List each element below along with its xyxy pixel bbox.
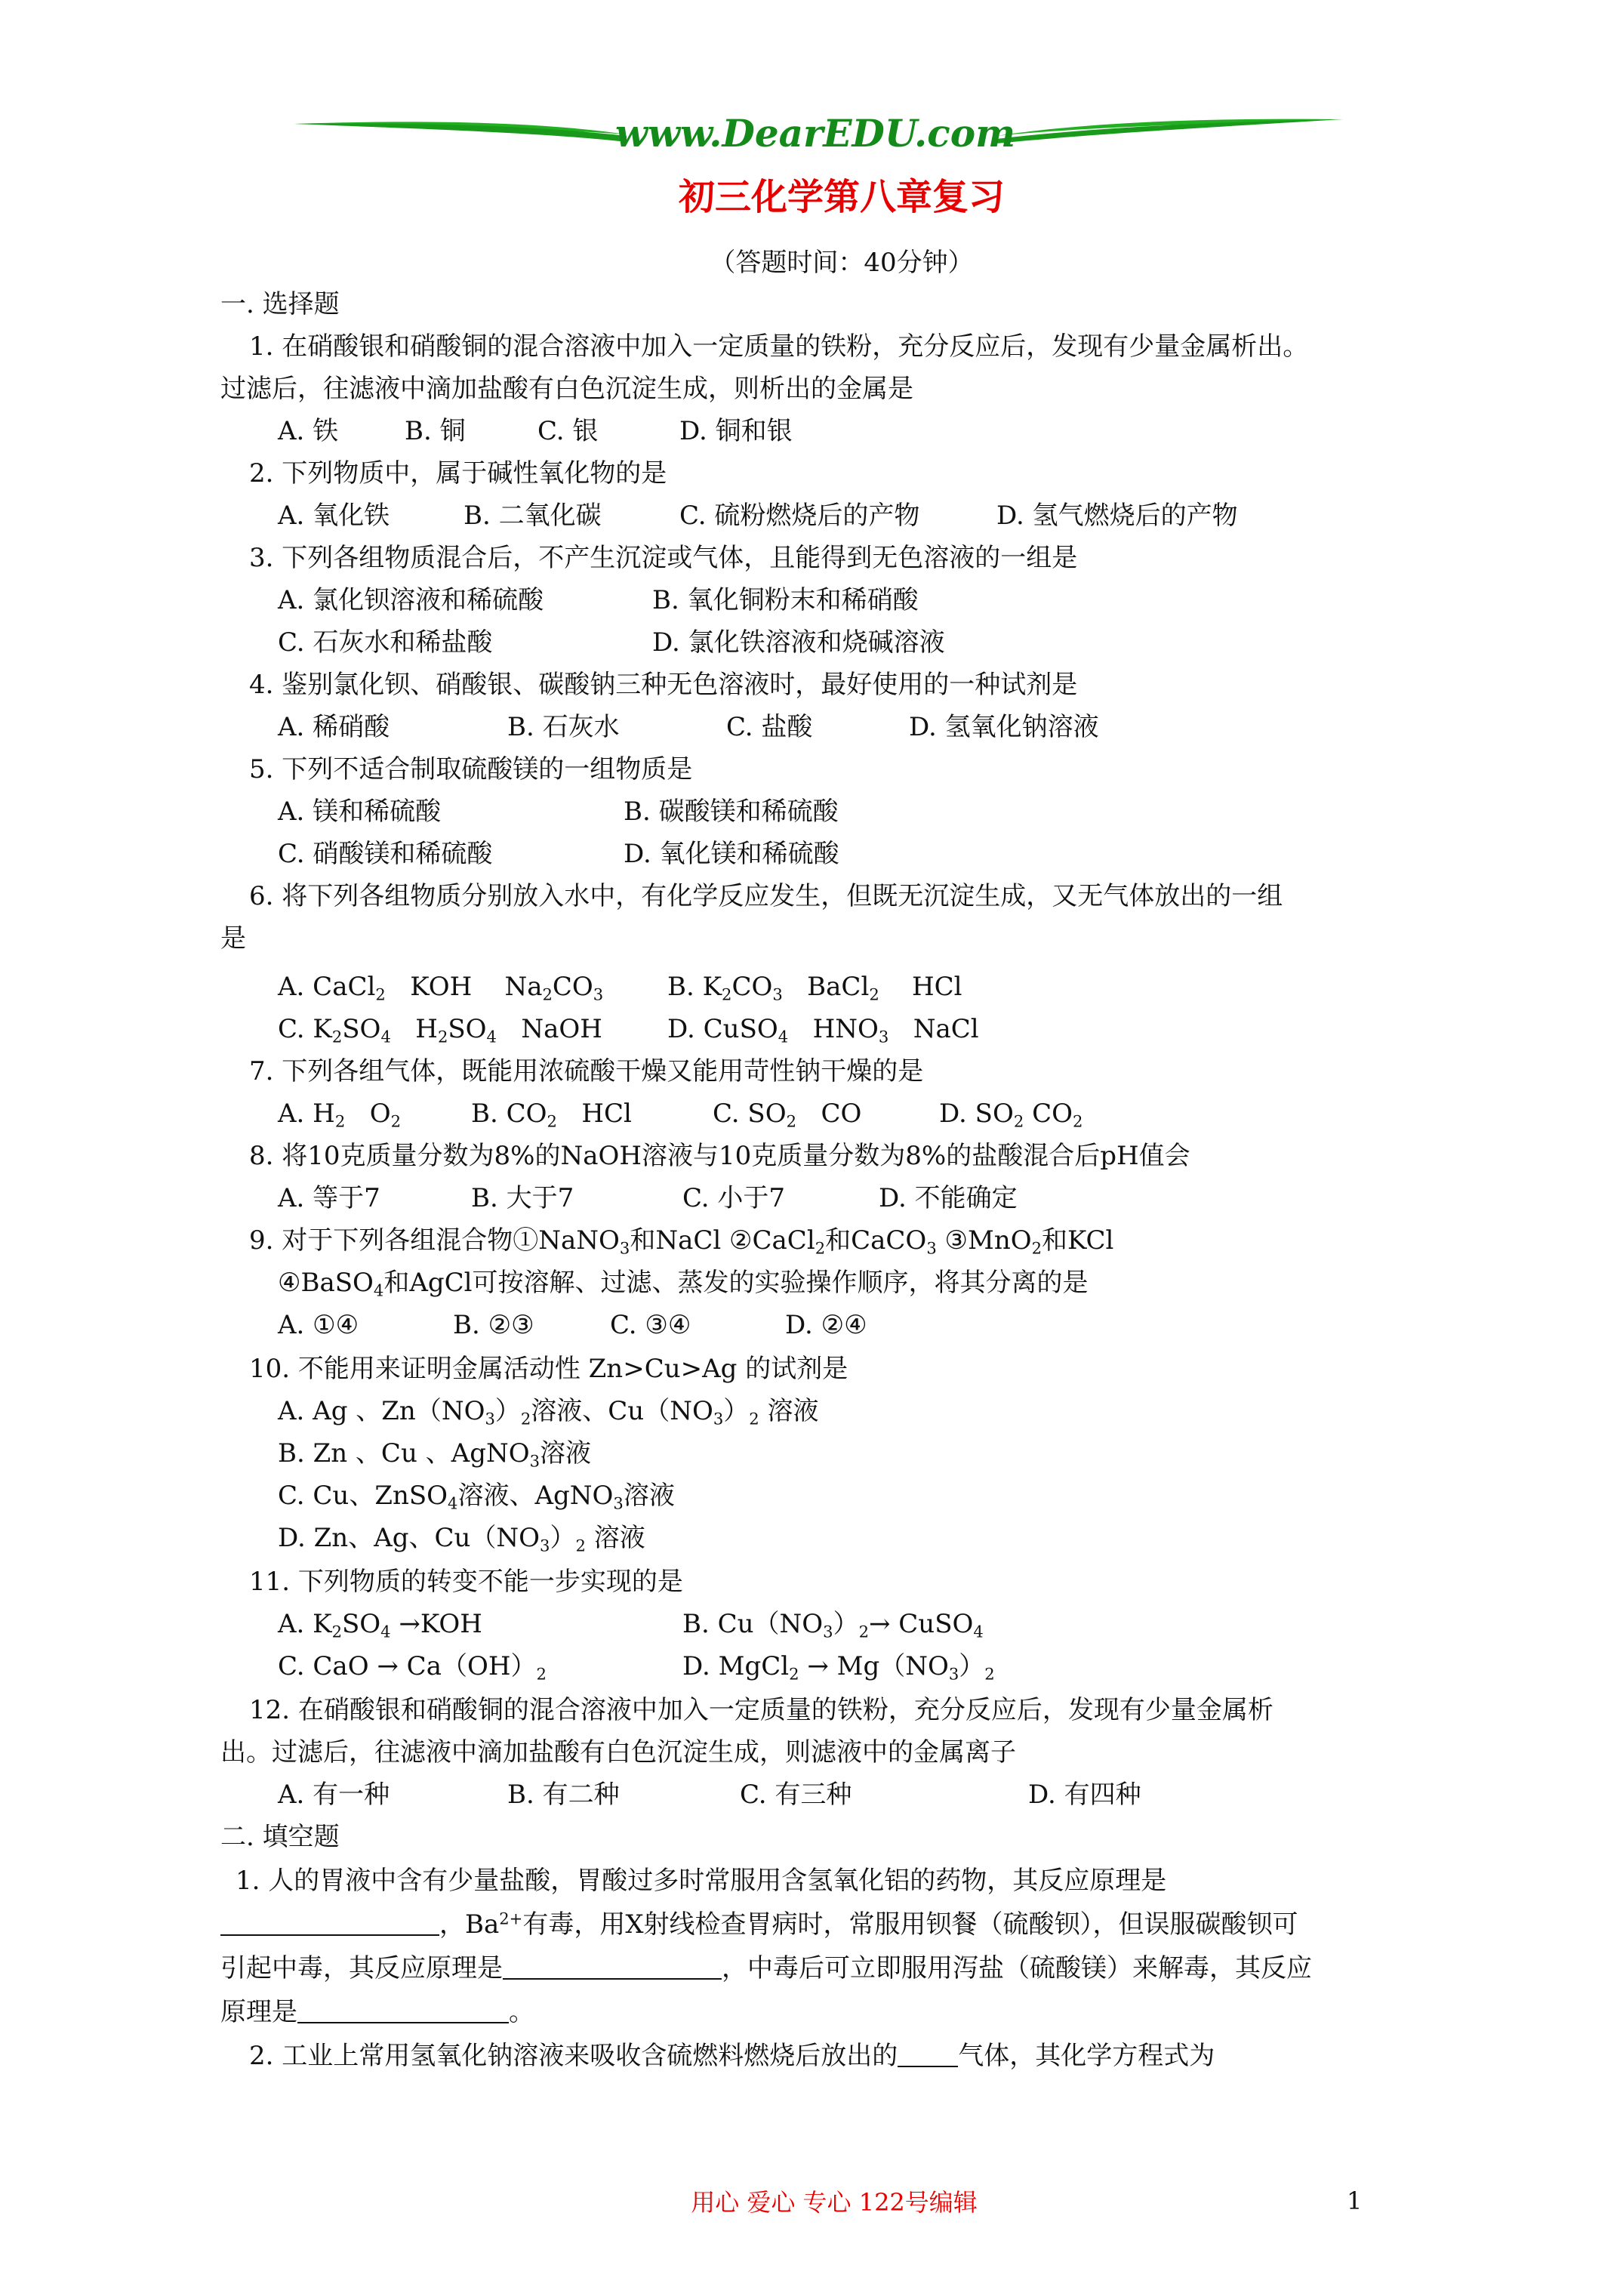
q4-option-b: B. 石灰水 [507, 712, 620, 742]
q10-option-d: D. Zn、Ag、$Cu(NO_3)_2$ 溶液 [278, 1523, 645, 1555]
q4-option-a: A. 稀硝酸 [278, 712, 390, 742]
q9-option-d: D. ②④ [785, 1310, 867, 1340]
q2-option-d: D. 氢气燃烧后的产物 [996, 501, 1238, 531]
q12-option-d: D. 有四种 [1028, 1780, 1141, 1810]
q1-stem: 1. 在硝酸银和硝酸铜的混合溶液中加入一定质量的铁粉，充分反应后，发现有少量金属析出。 [249, 331, 1309, 362]
answer-blank[interactable] [220, 1909, 439, 1936]
q8-option-a: A. 等于7 [278, 1183, 380, 1213]
q6-stem-cont: 是 [220, 923, 246, 954]
q12-stem: 12. 在硝酸银和硝酸铜的混合溶液中加入一定质量的铁粉，充分反应后，发现有少量金属析 [249, 1695, 1273, 1725]
q2-stem: 2. 下列物质中，属于碱性氧化物的是 [249, 458, 667, 488]
q6-option-d: D. CuSO$_4$ $HNO_3$ NaCl [667, 1014, 979, 1046]
q7-option-d: D. $SO_2$ $CO_2$ [939, 1099, 1083, 1131]
q4-option-c: C. 盐酸 [726, 712, 813, 742]
answer-blank[interactable] [898, 2040, 958, 2067]
answer-blank[interactable] [297, 1996, 509, 2023]
q2-option-c: C. 硫粉燃烧后的产物 [679, 501, 920, 531]
fill1-line4: 原理是 。 [220, 1997, 534, 2027]
q9-stem: 9. 对于下列各组混合物①NaNO$_3$和NaCl ②CaCl$_2$和CaCO$_3$ ③MnO$_2$和KCl [249, 1225, 1114, 1258]
q3-option-b: B. 氧化铜粉末和稀硝酸 [652, 585, 919, 615]
fill1-line2: ，$Ba^{2+}$有毒，用X射线检查胃病时，常服用钡餐（硫酸钡），但误服碳酸钡可 [220, 1907, 1298, 1942]
q1-option-c: C. 银 [537, 416, 599, 446]
site-name: www.DearEDU.com [614, 111, 1015, 156]
q4-stem: 4. 鉴别氯化钡、硝酸银、碳酸钠三种无色溶液时，最好使用的一种试剂是 [249, 670, 1078, 700]
q9-option-b: B. ②③ [453, 1310, 534, 1340]
fill1-line3: 引起中毒，其反应原理是 ，中毒后可立即服用泻盐（硫酸镁）来解毒，其反应 [220, 1953, 1312, 1983]
page-number: 1 [1347, 2187, 1363, 2215]
fill2-line1: 2. 工业上常用氢氧化钠溶液来吸收含硫燃料燃烧后放出的 气体，其化学方程式为 [249, 2041, 1215, 2071]
q7-option-a: A. $H_2$ $O_2$ [278, 1099, 401, 1131]
q4-option-d: D. 氢氧化钠溶液 [909, 712, 1099, 742]
footer-slogan: 用心 爱心 专心 122号编辑 [691, 2188, 978, 2217]
q1-option-d: D. 铜和银 [679, 416, 793, 446]
q10-stem: 10. 不能用来证明金属活动性 Zn>Cu>Ag 的试剂是 [249, 1354, 848, 1384]
q3-option-c: C. 石灰水和稀盐酸 [278, 627, 493, 658]
q7-option-c: C. $SO_2$ CO [713, 1099, 862, 1131]
section-heading-choice: 一. 选择题 [220, 289, 340, 319]
q8-stem: 8. 将10克质量分数为8%的NaOH溶液与10克质量分数为8%的盐酸混合后pH值会 [249, 1141, 1190, 1171]
q9-stem-cont: ④BaSO$_4$和AgCl可按溶解、过滤、蒸发的实验操作顺序，将其分离的是 [278, 1268, 1089, 1300]
answer-blank[interactable] [503, 1952, 722, 1980]
q5-option-c: C. 硝酸镁和稀硫酸 [278, 839, 493, 869]
q9-option-a: A. ①④ [278, 1310, 359, 1340]
section-heading-fill: 二. 填空题 [220, 1822, 340, 1852]
q11-option-b: B. $Cu(NO_3)_2\to$ CuSO$_4$ [682, 1609, 984, 1641]
q5-option-a: A. 镁和稀硫酸 [278, 797, 442, 827]
q11-option-d: D. MgCl$_2$ → $Mg(NO_3)_2$ [682, 1651, 995, 1684]
q11-option-c: C. CaO → $Ca(OH)_2$ [278, 1651, 547, 1684]
q12-option-a: A. 有一种 [278, 1780, 390, 1810]
q6-option-a: A. CaCl$_2$ KOH $Na_2CO_3$ [278, 972, 604, 1004]
q1-option-b: B. 铜 [405, 416, 466, 446]
q11-option-a: A. $K_2SO_4 \to KOH$ [278, 1609, 482, 1641]
q10-option-a: A. Ag 、$Zn(NO_3)_2$溶液、$Cu(NO_3)_2$ 溶液 [278, 1396, 819, 1428]
time-note: （答题时间：40分钟） [710, 248, 974, 278]
q3-option-d: D. 氯化铁溶液和烧碱溶液 [652, 627, 945, 658]
q3-option-a: A. 氯化钡溶液和稀硫酸 [278, 585, 544, 615]
q12-option-c: C. 有三种 [740, 1780, 852, 1810]
q6-option-c: C. $K_2SO_4$ $H_2SO_4$ NaOH [278, 1014, 602, 1046]
q6-stem: 6. 将下列各组物质分别放入水中，有化学反应发生，但既无沉淀生成，又无气体放出的一组 [249, 881, 1283, 911]
q5-stem: 5. 下列不适合制取硫酸镁的一组物质是 [249, 754, 693, 784]
q12-option-b: B. 有二种 [507, 1780, 620, 1810]
q10-option-c: C. Cu、ZnSO$_4$溶液、AgNO$_3$溶液 [278, 1481, 675, 1513]
q8-option-b: B. 大于7 [471, 1183, 574, 1213]
q11-stem: 11. 下列物质的转变不能一步实现的是 [249, 1567, 683, 1597]
q12-stem-cont: 出。过滤后，往滤液中滴加盐酸有白色沉淀生成，则滤液中的金属离子 [220, 1737, 1016, 1767]
q2-option-a: A. 氧化铁 [278, 501, 390, 531]
q2-option-b: B. 二氧化碳 [463, 501, 602, 531]
q3-stem: 3. 下列各组物质混合后，不产生沉淀或气体，且能得到无色溶液的一组是 [249, 543, 1078, 573]
q1-option-a: A. 铁 [278, 416, 339, 446]
fill1-line1: 1. 人的胃液中含有少量盐酸，胃酸过多时常服用含氢氧化铝的药物，其反应原理是 [236, 1866, 1167, 1896]
q7-option-b: B. $CO_2$ HCl [471, 1099, 632, 1131]
q7-stem: 7. 下列各组气体，既能用浓硫酸干燥又能用苛性钠干燥的是 [249, 1056, 924, 1086]
q9-option-c: C. ③④ [610, 1310, 691, 1340]
q10-option-b: B. Zn 、Cu 、AgNO$_3$溶液 [278, 1438, 592, 1471]
page-title: 初三化学第八章复习 [678, 176, 1005, 218]
q8-option-c: C. 小于7 [682, 1183, 786, 1213]
q5-option-b: B. 碳酸镁和稀硫酸 [624, 797, 839, 827]
q6-option-b: B. $K_2CO_3$ BaCl$_2$ HCl [667, 972, 962, 1004]
q8-option-d: D. 不能确定 [879, 1183, 1018, 1213]
q1-stem-cont: 过滤后，往滤液中滴加盐酸有白色沉淀生成，则析出的金属是 [220, 374, 913, 404]
q5-option-d: D. 氧化镁和稀硫酸 [624, 839, 839, 869]
